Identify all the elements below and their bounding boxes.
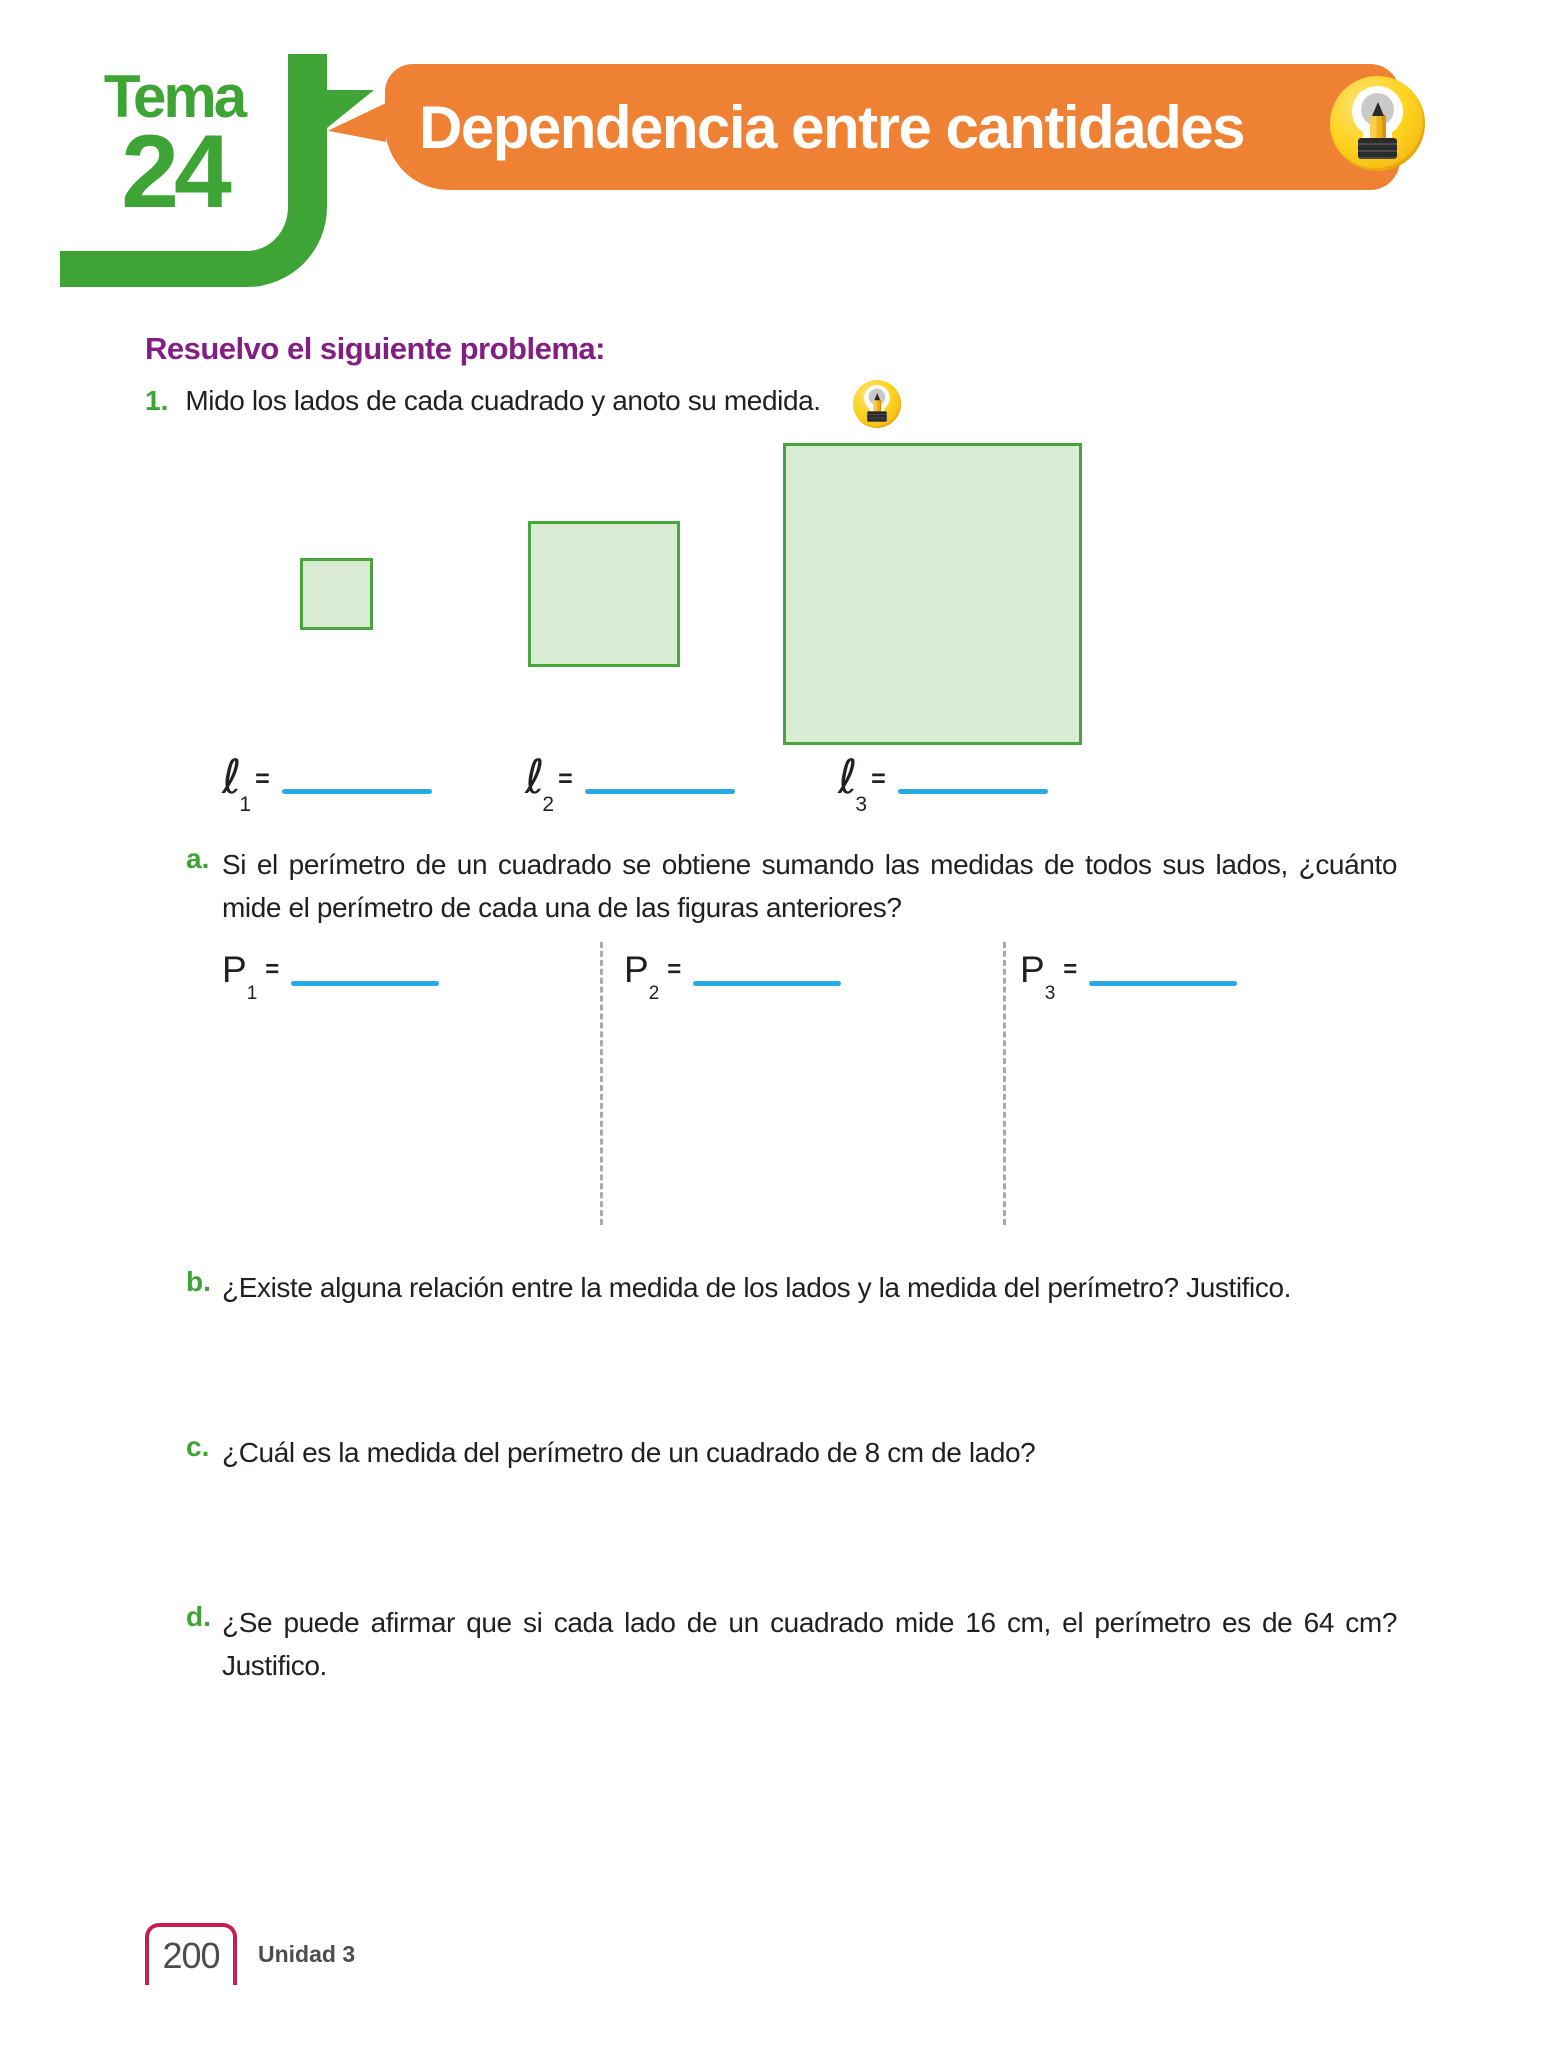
hint-lightbulb-icon: [853, 380, 901, 428]
square-figure-2: [528, 521, 680, 667]
page-title: Dependencia entre cantidades: [419, 93, 1244, 161]
answer-blank-side-2[interactable]: [585, 789, 735, 794]
tema-number: 24: [121, 114, 227, 230]
equals-sign: =: [871, 765, 886, 793]
answer-blank-side-3[interactable]: [898, 789, 1048, 794]
p-symbol: P: [1020, 949, 1045, 990]
perimeter-label-3: [1020, 942, 1237, 1004]
ell-symbol: ℓ: [838, 750, 858, 805]
p-symbol: P: [222, 949, 247, 990]
question-1: [145, 385, 821, 417]
question-a-text: Si el perímetro de un cuadrado se obtiene sumando las medidas de todos sus lados, ¿cuánto mide el perímetro de cada una de las figuras anteriores?: [222, 849, 1397, 923]
page-number: 200: [162, 1935, 220, 1976]
side-length-label-3: [838, 748, 1048, 816]
question-c-text: ¿Cuál es la medida del perímetro de un cuadrado de 8 cm de lado?: [222, 1437, 1036, 1468]
subscript: 2: [648, 983, 660, 1004]
answer-blank-perimeter-3[interactable]: [1089, 981, 1237, 986]
question-b-text: ¿Existe alguna relación entre la medida de los lados y la medida del perímetro? Justifico.: [222, 1272, 1292, 1303]
side-length-label-1: [222, 748, 432, 816]
equals-sign: =: [1063, 956, 1078, 983]
dashed-divider-1: [600, 942, 603, 1225]
equals-sign: =: [265, 956, 280, 983]
question-b-label: b.: [186, 1266, 211, 1297]
question-d-label: d.: [186, 1601, 211, 1632]
equals-sign: =: [558, 765, 573, 793]
question-a-label: a.: [186, 843, 210, 874]
dashed-divider-2: [1003, 942, 1006, 1225]
equals-sign: =: [255, 765, 270, 793]
bulb-base: [1358, 138, 1397, 159]
p-symbol: P: [624, 949, 649, 990]
pencil-tip: [1372, 102, 1384, 116]
side-length-label-2: [525, 748, 735, 816]
subscript: 1: [246, 983, 258, 1004]
ell-symbol: ℓ: [222, 750, 242, 805]
question-d-text: ¿Se puede afirmar que si cada lado de un cuadrado mide 16 cm, el perímetro es de 64 cm? Justifico.: [222, 1607, 1397, 1681]
question-1-text: Mido los lados de cada cuadrado y anoto su medida.: [185, 385, 821, 416]
section-heading: Resuelvo el siguiente problema:: [145, 331, 605, 366]
answer-blank-perimeter-2[interactable]: [693, 981, 841, 986]
question-1-number: 1.: [145, 385, 169, 416]
answer-blank-perimeter-1[interactable]: [291, 981, 439, 986]
subscript: 3: [1044, 983, 1056, 1004]
square-figure-1: [300, 558, 373, 630]
perimeter-label-2: [624, 942, 841, 1004]
footer-page-box: [145, 1923, 237, 1985]
subscript: 3: [855, 793, 868, 816]
tema-badge: [60, 63, 288, 230]
unit-label: Unidad 3: [258, 1941, 356, 1967]
subscript: 1: [239, 793, 252, 816]
ell-symbol: ℓ: [525, 750, 545, 805]
title-banner: [385, 64, 1400, 190]
bulb-base: [867, 411, 887, 422]
answer-blank-side-1[interactable]: [282, 789, 432, 794]
equals-sign: =: [667, 956, 682, 983]
perimeter-label-1: [222, 942, 439, 1004]
question-c-label: c.: [186, 1431, 210, 1462]
square-figure-3: [783, 443, 1082, 745]
subscript: 2: [542, 793, 555, 816]
lightbulb-pencil-icon: [1330, 76, 1425, 171]
tema-label: Tema: [103, 63, 245, 130]
pencil-tip: [874, 393, 880, 400]
